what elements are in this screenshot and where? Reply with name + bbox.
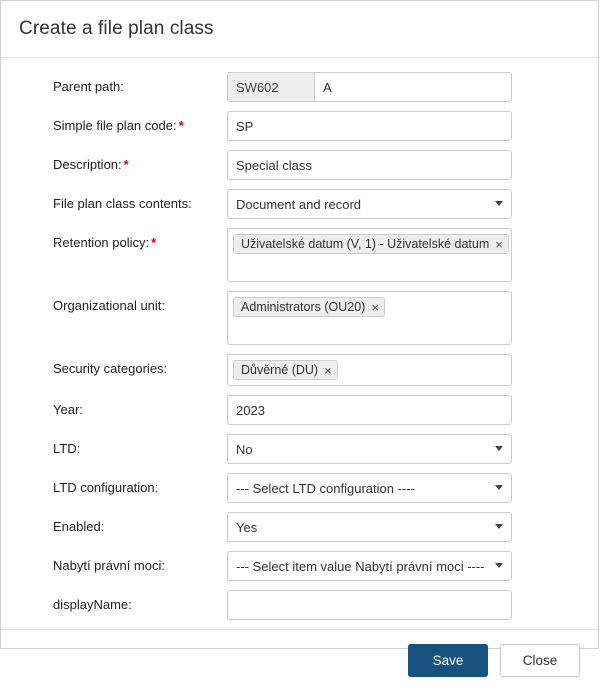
enabled-select[interactable]	[227, 512, 512, 542]
close-button[interactable]: Close	[500, 644, 580, 677]
label-description	[19, 150, 227, 172]
file-plan-class-contents-select[interactable]	[227, 189, 512, 219]
retention-policy-tokenbox[interactable]	[227, 228, 512, 282]
token-label: Administrators (OU20)	[241, 300, 366, 314]
control-description	[227, 150, 512, 180]
form-row-ltd	[19, 434, 580, 464]
label-description-text: Description:	[53, 157, 122, 172]
form-row-organizational-unit	[19, 291, 580, 345]
token-retention-policy[interactable]	[233, 234, 509, 254]
form-row-security-categories	[19, 354, 580, 386]
control-security-categories	[227, 354, 512, 386]
close-icon[interactable]: ×	[324, 362, 332, 378]
form-row-parent-path	[19, 72, 580, 102]
label-nabyti-pravni-moci: Nabytí právní moci:	[53, 558, 165, 573]
control-contents	[227, 189, 512, 219]
nabyti-pravni-moci-select[interactable]	[227, 551, 512, 581]
label-retention-policy-text: Retention policy:	[53, 235, 150, 250]
label-ltd-configuration: LTD configuration:	[53, 480, 159, 495]
form-row-simple-code	[19, 111, 580, 141]
control-ltd	[227, 434, 512, 464]
label-simple-code-text: Simple file plan code:	[53, 118, 177, 133]
close-icon[interactable]: ×	[495, 236, 503, 252]
dialog-footer	[1, 629, 598, 691]
token-security-category[interactable]	[233, 360, 338, 380]
parent-path-name-field	[315, 72, 512, 102]
token-organizational-unit[interactable]	[233, 297, 385, 317]
label-ltd: LTD:	[53, 441, 81, 456]
form-row-contents	[19, 189, 580, 219]
control-parent-path	[227, 72, 512, 102]
form-row-ltd-configuration	[19, 473, 580, 503]
organizational-unit-tokenbox[interactable]	[227, 291, 512, 345]
control-ltd-configuration	[227, 473, 512, 503]
label-security-categories: Security categories:	[53, 361, 168, 376]
form-row-nabyti-pravni-moci	[19, 551, 580, 581]
security-categories-tokenbox[interactable]	[227, 354, 512, 386]
control-simple-code	[227, 111, 512, 141]
label-display-name: displayName:	[53, 597, 132, 612]
label-retention-policy	[19, 228, 227, 250]
label-year: Year:	[53, 402, 83, 417]
token-label: Uživatelské datum (V, 1) - Uživatelské datum	[241, 237, 490, 251]
form-row-display-name	[19, 590, 580, 620]
form-row-year	[19, 395, 580, 425]
label-contents: File plan class contents:	[53, 196, 192, 211]
control-display-name	[227, 590, 512, 620]
ltd-configuration-select[interactable]	[227, 473, 512, 503]
description-input[interactable]	[227, 150, 512, 180]
required-marker-simple-code: *	[178, 118, 184, 133]
required-marker-retention-policy: *	[151, 235, 157, 250]
form-row-retention-policy	[19, 228, 580, 282]
control-enabled	[227, 512, 512, 542]
save-button[interactable]: Save	[408, 644, 488, 677]
year-input[interactable]	[227, 395, 512, 425]
simple-file-plan-code-input[interactable]	[227, 111, 512, 141]
page-title: Create a file plan class	[19, 18, 214, 39]
required-marker-description: *	[123, 157, 129, 172]
label-simple-code	[19, 111, 227, 133]
dialog-body	[1, 58, 598, 629]
close-icon[interactable]: ×	[371, 299, 379, 315]
label-organizational-unit: Organizational unit:	[53, 298, 166, 313]
control-year	[227, 395, 512, 425]
control-organizational-unit	[227, 291, 512, 345]
form-row-enabled	[19, 512, 580, 542]
control-retention-policy	[227, 228, 512, 282]
token-label: Důvěrné (DU)	[241, 363, 319, 377]
ltd-select[interactable]	[227, 434, 512, 464]
label-parent-path: Parent path:	[53, 79, 124, 94]
label-enabled: Enabled:	[53, 519, 105, 534]
parent-path-code-field	[227, 72, 315, 102]
dialog-header	[1, 1, 598, 58]
display-name-input[interactable]	[227, 590, 512, 620]
control-nabyti-pravni-moci	[227, 551, 512, 581]
form-row-description	[19, 150, 580, 180]
